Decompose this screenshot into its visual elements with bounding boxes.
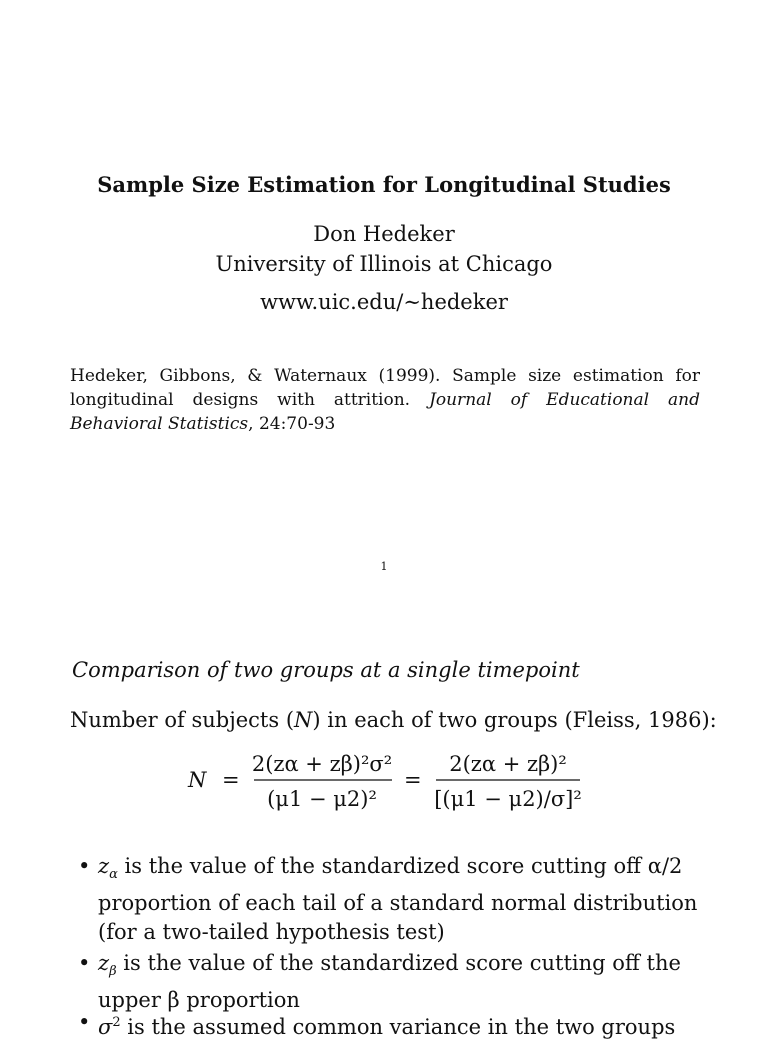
bullet-z-beta bbox=[78, 949, 718, 1015]
bullet3-text: is the assumed common variance in the two groups bbox=[120, 1015, 676, 1039]
citation-text: Hedeker, Gibbons, & Waternaux (1999). Sample size estimation for longitudinal designs with attrition. bbox=[70, 366, 700, 410]
bullet1-subscript: α bbox=[109, 867, 118, 883]
author-name: Don Hedeker bbox=[313, 222, 455, 246]
intro-post: ) in each of two groups (Fleiss, 1986): bbox=[312, 708, 717, 732]
citation-volume: , 24:70-93 bbox=[248, 414, 336, 434]
section-heading: Comparison of two groups at a single timepoint bbox=[72, 658, 580, 682]
bullet3-variable: σ bbox=[98, 1015, 113, 1039]
bullet2-text: is the value of the standardized score cutting off the upper β proportion bbox=[98, 951, 681, 1013]
bullet3-superscript: 2 bbox=[112, 1015, 121, 1030]
equation-equals-1: = bbox=[222, 768, 240, 792]
bullet-sigma bbox=[78, 1008, 718, 1042]
bullet1-text: is the value of the standardized score cutting off α/2 proportion of each tail of a standard normal distribution (for a two-tailed hypothesis test) bbox=[98, 854, 698, 945]
author-affiliation: University of Illinois at Chicago bbox=[215, 252, 553, 276]
equation-equals-2: = bbox=[404, 768, 422, 792]
intro-pre: Number of subjects ( bbox=[70, 708, 295, 732]
bullet-z-alpha bbox=[78, 852, 718, 947]
bullet2-subscript: β bbox=[109, 964, 117, 980]
slide-title: Sample Size Estimation for Longitudinal Studies bbox=[97, 172, 671, 197]
fraction1-numerator: 2(zα + zβ)²σ² bbox=[251, 752, 393, 776]
citation bbox=[70, 364, 700, 436]
bullet-dot-icon: • bbox=[78, 1010, 91, 1034]
fraction2-numerator: 2(zα + zβ)² bbox=[449, 752, 567, 776]
intro-variable: N bbox=[294, 708, 313, 732]
intro-sentence bbox=[70, 708, 717, 732]
bullet2-variable: z bbox=[98, 951, 110, 975]
bullet-dot-icon: • bbox=[78, 854, 91, 878]
sample-size-equation bbox=[0, 744, 768, 824]
citation-journal: Journal of Educational and Behavioral Statistics bbox=[70, 390, 701, 434]
page-number: 1 bbox=[380, 560, 388, 573]
bullet1-variable: z bbox=[98, 854, 110, 878]
bullet-dot-icon: • bbox=[78, 951, 91, 975]
equation-lhs: N bbox=[188, 768, 207, 792]
fraction1-denominator: (μ1 − μ2)² bbox=[267, 787, 377, 811]
fraction2-denominator: [(μ1 − μ2)/σ]² bbox=[434, 787, 582, 811]
author-url[interactable]: www.uic.edu/∼hedeker bbox=[260, 290, 508, 314]
